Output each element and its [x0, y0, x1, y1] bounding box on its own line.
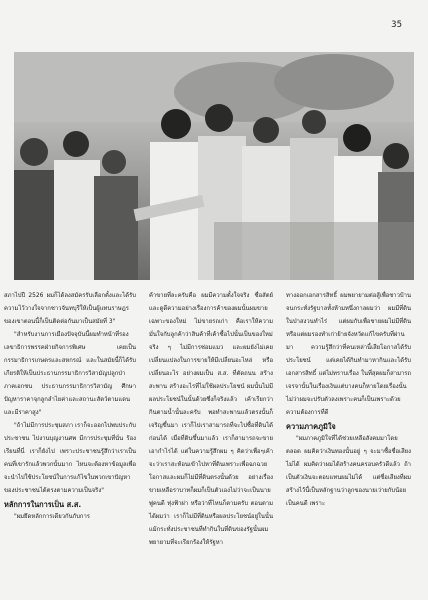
news-photo [14, 52, 414, 280]
crowd-photo-image [14, 52, 414, 280]
text-column-3 [286, 290, 411, 511]
text-column-2 [149, 290, 273, 550]
paragraph: "สำหรับงานการเมืองปัจจุบันนี้ผมทำหน้าที่รองเลขาธิการพรรคฝ่ายกิจการพิเศษ เคยเป็นกรรมาธิการเกษตรและสหกรณ์ และในสมัยนี้ก็ได้รับเกียรติให้เป็นประธานกรรมาธิการวิสามัญปลูกป่าภาคเอกชน ประธานกรรมาธิการวิสามัญ ศึกษาปัญหาราคาจุกลูกลำไยค่าและสถานะสัตว์ตามแดนและมีราคาสูง" [4, 332, 136, 416]
section-heading: ความภาคภูมิใจ [286, 422, 336, 431]
paragraph: ทางออกเอกสารสิทธิ์ ผมพยายามต่อสู้เพื่อชาวบ้าน จนกระทั่งรัฐบาลทั้งห้ามหนึ่งกาลผมว่า ผมมีที่ดินในป่าสงวนทำไร่ แต่ผมกับเพื่อชายผมไม่มีที่ดินหรือแต่ผมรองทำเก่าย้ายจังหวัดแก้ไขครับที่ผ่านมา ความรู้สึกว่าที่คนเหล่านี้เสียโอกาสได้รับประโยชน์ แต่เคยได้กินทำมาหากินและได้รับเอกสารสิทธิ์ แต่ไม่ทราบเรื่อง ในที่สุดผมก็สามารถเจรจานั้นในเรื่องเงินแต่บางคนก็หายโดยเรื่องนั้นไม่ว่าผมจะปรับตัวลงเพราะคนก็เป็นเพราะด้วยความต้องการที่ดี [286, 293, 411, 416]
paragraph: "ถ้าไม่มีการประชุมสภา เราก็จะออกไปพบประกับประชาชน ไปงานบุญงานศพ มีการประชุมที่นั่น ร้องเรียนที่นี่ เราก็ยังไป เพราะประชาชนรู้สึกว่าเราเป็นคนที่เขารักแล้วพวกนั้นมาก ไหนจะต้องหาข้อมูลเพื่อจะนำไปใช้ประโยชน์ในการแก้ไขในพวกเขาปัญหาของประชาชนได้ตรงตามความเป็นจริง" [4, 423, 136, 494]
text-column-1 [4, 290, 136, 524]
paragraph: สภาไปปี 2526 ผมก็ได้ลงสมัครรับเลือกตั้งและได้รับความไว้วางใจจากชาวจันทบุรีให้เป็นผู้แทนราษฎรของเขาตอนนี้ก็เป็นติดต่อกันมาเป็นสมัยที่ 3" [4, 293, 136, 325]
paragraph: ค้าขายที่ละครับคือ ผมมีความตั้งใจจริง ซื่อสัตย์ และดูดีความอย่างเรื่องการค้าของผมนั้นผมขายเฉพาะของใหม่ ไม่ขายรถเก่า คือเราให้ความมั่นใจกับลูกค้าว่าสินค้าที่เค้าซื้อไปนั้นเป็นของใหม่จริง ๆ ไม่มีการซ่อมแมว และผมยังไม่เคยเปลี่ยนแปลงในการขายให้มีเปลี่ยนอะไหล่ หรือเปลี่ยนอะไร อย่างผมเป็น ส.ส. ที่ตัดถนน สร้างสะพาน สร้างอะไรที่ไม่ใช้ผลประโยชน์ ผมนั้นไม่มีผลประโยชน์ในนั้นด้วยซึ่งก็จริงแล้ว เค้าเรียกว่ากินตามน้ำนั้นละครับ พอทำสะพานแล้วตรงนั้นก็เจริญขึ้นมา เราก็ไปเราสามารถที่จะไปซื้อที่ดินได้ก่อนได้ เมื่อที่ดินขึ้นมาแล้ว เราก็สามารถจะขายเอากำไรได้ แต่ในความรู้สึกผม ๆ คิดว่าเพื่อๆเค้าจะว่าเราสะท้อนเข้าไปหาที่ดินเพราะเพื่อฉกฉวยโอกาสและผมก็ไม่มีที่ดินตรงนั้นด้วย อย่างเรื่องขายเหลือราบาทก็ผมก็เป็นตัวเองไม่ว่าจะเป็นนายพู่คนดี ทุ่งฟ้าผ่า หรือว่าที่ไหนก็ตามครับ ตอนตามได้ผมว่า เราก็ไม่มีที่ดินหรือผลประโยชน์อยู่ในนั้น แม้กระทั่งประชาชนที่ทำกินในที่ดินของรัฐนั้นผมพยายามที่จะเรียกร้องให้รัฐหา [149, 293, 273, 546]
page-number: 35 [391, 20, 402, 30]
paragraph: "ผมภาคภูมิใจที่ได้ช่วยเหลือสังคมมาโดยตลอด ผมคิดว่าเงินทองนั้นอยู่ ๆ จะมาซื้อชื่อเสียงไม่ได้ ผมคิดว่าผมได้สร้างคนครอบครัวดีแล้ว ถ้าเป็นตัวเงินจะตอบแทนผมไม่ได้ แต่ชื่อเสียงที่ผมสร้างไว้นี้เป็นหลักฐานว่าลูกของนายเว่ายกับน้อยเป็นคนดี เพราะ [286, 436, 411, 507]
paragraph: "ผมยึดหลักการเดียวกันกับการ [14, 514, 90, 520]
section-heading: หลักการในการเป็น ส.ส. [4, 500, 82, 509]
